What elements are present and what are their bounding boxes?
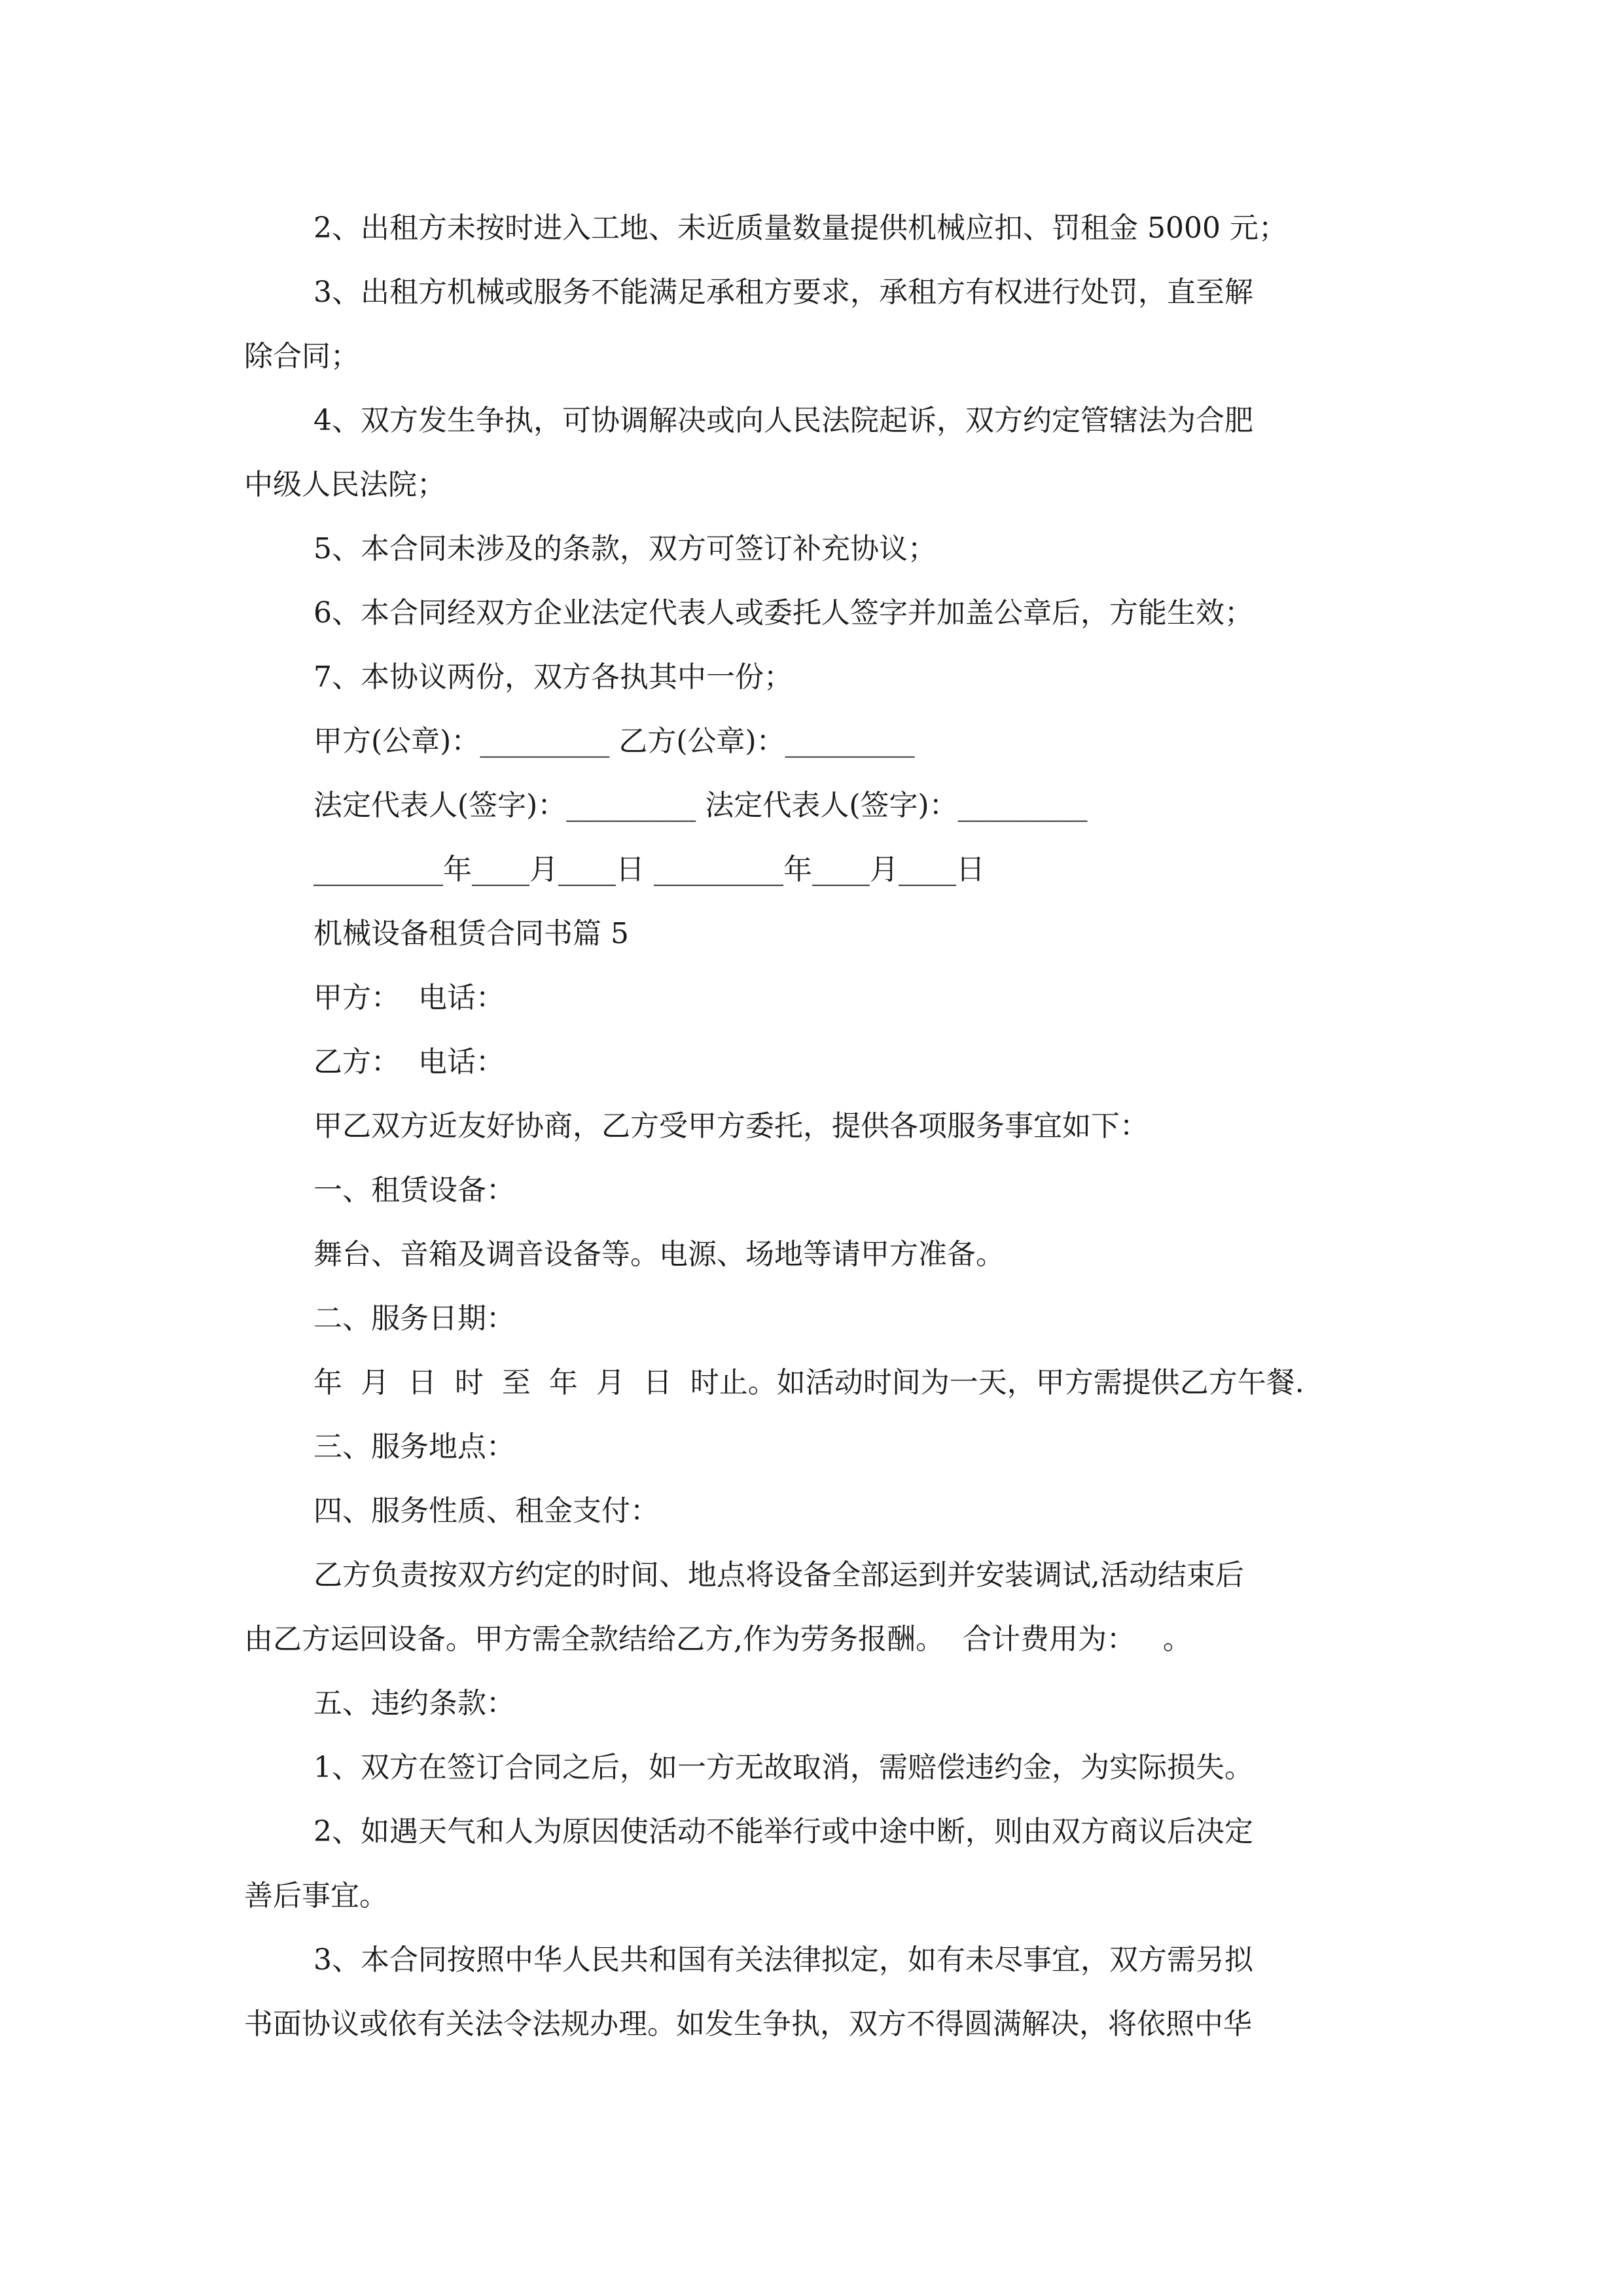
document-line: 除合同； xyxy=(244,340,359,373)
document-line: 5、本合同未涉及的条款，双方可签订补充协议； xyxy=(313,532,936,565)
document-line: 四、服务性质、租金支付： xyxy=(313,1494,659,1528)
document-line: 2、出租方未按时进入工地、未近质量数量提供机械应扣、罚租金 5000 元； xyxy=(313,211,1287,245)
document-line: 五、违约条款： xyxy=(313,1687,515,1720)
document-line: 甲方： 电话： xyxy=(313,981,505,1014)
document-body xyxy=(244,196,1389,2056)
document-line: 一、租赁设备： xyxy=(313,1174,515,1207)
document-line: 6、本合同经双方企业法定代表人或委托人签字并加盖公章后，方能生效； xyxy=(313,596,1253,630)
document-line: _________年____月____日 _________年____月____日 xyxy=(313,853,985,886)
document-line: 甲方(公章)：_________ 乙方(公章)：_________ xyxy=(313,725,915,758)
document-line: 乙方： 电话： xyxy=(313,1045,505,1079)
document-line: 书面协议或依有关法令法规办理。如发生争执，双方不得圆满解决，将依照中华 xyxy=(244,2007,1252,2041)
document-line: 善后事宜。 xyxy=(244,1879,388,1912)
document-line: 3、本合同按照中华人民共和国有关法律拟定，如有未尽事宜，双方需另拟 xyxy=(313,1943,1253,1977)
document-line: 年 月 日 时 至 年 月 日 时止。如活动时间为一天，甲方需提供乙方午餐. xyxy=(313,1366,1304,1399)
document-line: 法定代表人(签字)：_________ 法定代表人(签字)：_________ xyxy=(313,789,1088,822)
document-line: 二、服务日期： xyxy=(313,1302,515,1335)
document-line: 2、如遇天气和人为原因使活动不能举行或中途中断，则由双方商议后决定 xyxy=(313,1815,1253,1848)
document-line: 乙方负责按双方约定的时间、地点将设备全部运到并安装调试,活动结束后 xyxy=(313,1558,1244,1592)
document-line: 中级人民法院； xyxy=(244,468,446,501)
document-line: 甲乙双方近友好协商，乙方受甲方委托，提供各项服务事宜如下： xyxy=(313,1109,1149,1143)
document-line: 由乙方运回设备。甲方需全款结给乙方,作为劳务报酬。 合计费用为： 。 xyxy=(244,1623,1192,1656)
document-line: 4、双方发生争执，可协调解决或向人民法院起诉，双方约定管辖法为合肥 xyxy=(313,404,1253,437)
document-line: 7、本协议两份，双方各执其中一份； xyxy=(313,660,793,694)
document-line: 三、服务地点： xyxy=(313,1430,515,1463)
document-line: 舞台、音箱及调音设备等。电源、场地等请甲方准备。 xyxy=(313,1238,1005,1271)
document-line: 1、双方在签订合同之后，如一方无故取消，需赔偿违约金，为实际损失。 xyxy=(313,1751,1253,1784)
document-line: 3、出租方机械或服务不能满足承租方要求，承租方有权进行处罚，直至解 xyxy=(313,276,1253,309)
document-line: 机械设备租赁合同书篇 5 xyxy=(313,917,629,950)
